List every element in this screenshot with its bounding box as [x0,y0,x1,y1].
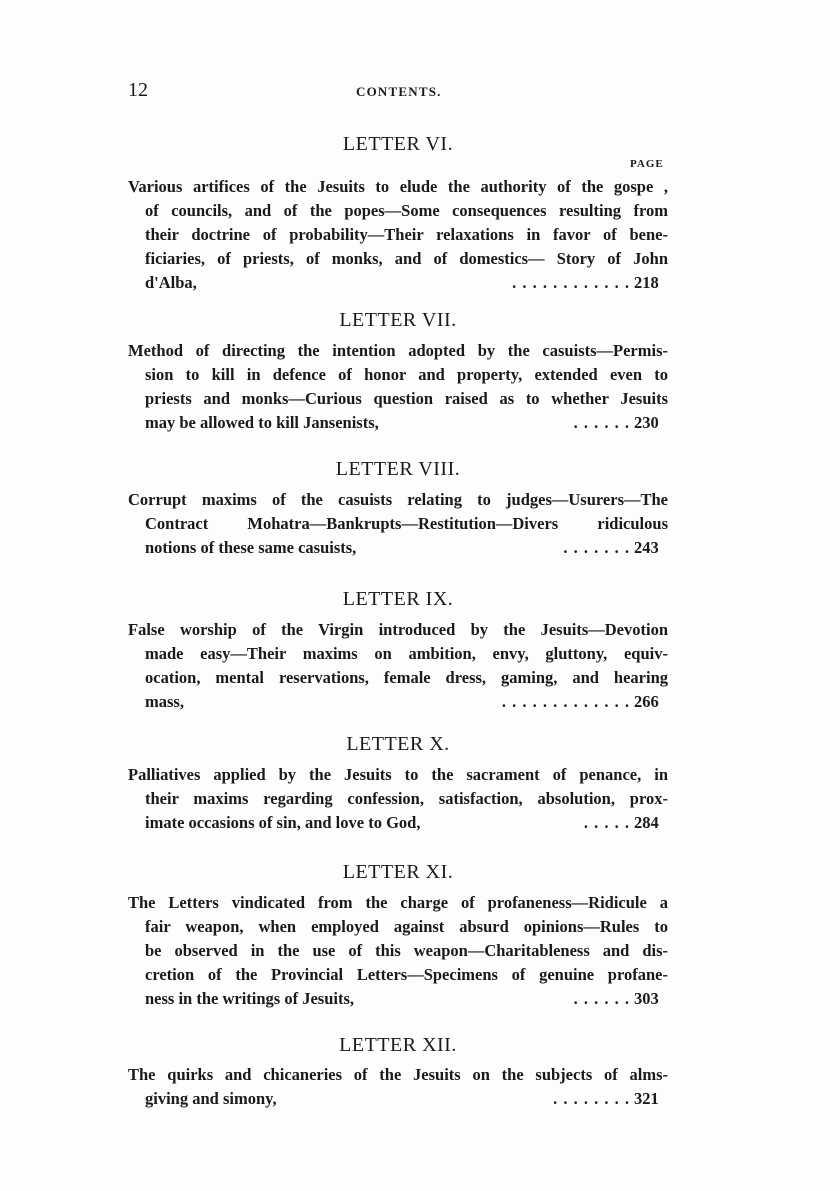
letter-heading: LETTER IX. [342,588,454,610]
entry-line: Various artifices of the Jesuits to elude the authority of the gospe , [128,177,668,196]
entry-page-number: 284 [634,813,659,832]
entry-last-line [128,271,668,295]
entry-last-line [128,811,668,835]
entry-line: The Letters vindicated from the charge of profaneness—Ridicule a [128,893,668,912]
entry-last-text: notions of these same casuists, [145,538,357,557]
entry-page-number: 303 [634,989,659,1008]
entry-line: of councils, and of the popes—Some consequences resulting from [145,201,668,220]
entry-line: Method of directing the intention adopted by the casuists—Permis- [128,341,668,360]
leader-dots: . . . . . . . . . . . . [512,273,630,292]
letter-heading: LETTER VIII. [335,458,461,480]
entry-line: False worship of the Virgin introduced by the Jesuits—Devotion [128,620,668,639]
toc-entry [128,339,668,435]
letter-heading: LETTER VII. [339,309,457,331]
page-number: 12 [128,79,148,101]
entry-line: be observed in the use of this weapon—Charitableness and dis- [145,941,668,960]
entry-line: Contract Mohatra—Bankrupts—Restitution—Divers ridiculous [145,514,668,533]
entry-line: ocation, mental reservations, female dress, gaming, and hearing [145,668,668,687]
leader-dots: . . . . . . . . . . . . . [501,692,630,711]
entry-last-text: imate occasions of sin, and love to God, [145,813,421,832]
entry-last-text: mass, [145,692,184,711]
toc-entry [128,1063,668,1111]
entry-line: their doctrine of probability—Their relaxations in favor of bene- [145,225,668,244]
entry-line: their maxims regarding confession, satisfaction, absolution, prox- [145,789,668,808]
letter-heading: LETTER XI. [342,861,454,883]
entry-page-number: 230 [634,413,659,432]
entry-line: Corrupt maxims of the casuists relating to judges—Usurers—The [128,490,668,509]
entry-page-number: 243 [634,538,659,557]
toc-entry [128,488,668,560]
leader-dots: . . . . . . . [563,538,630,557]
entry-last-text: ness in the writings of Jesuits, [145,989,355,1008]
entry-line: cretion of the Provincial Letters—Specimens of genuine profane- [145,965,668,984]
entry-last-text: d'Alba, [145,273,197,292]
entry-last-line [128,690,668,714]
leader-dots: . . . . . . [573,989,630,1008]
entry-line: Palliatives applied by the Jesuits to the sacrament of penance, in [128,765,668,784]
entry-page-number: 266 [634,692,659,711]
entry-last-line [128,411,668,435]
entry-page-number: 218 [634,273,659,292]
entry-line: made easy—Their maxims on ambition, envy, gluttony, equiv- [145,644,668,663]
entry-line: sion to kill in defence of honor and property, extended even to [145,365,668,384]
entry-page-number: 321 [634,1089,659,1108]
entry-last-line [128,987,668,1011]
leader-dots: . . . . . . [573,413,630,432]
entry-last-text: giving and simony, [145,1089,277,1108]
toc-entry [128,618,668,714]
letter-heading: LETTER XII. [339,1034,457,1056]
page-column-label: PAGE [630,158,664,170]
leader-dots: . . . . . [583,813,630,832]
running-header: CONTENTS. [356,84,442,99]
entry-last-line [128,536,668,560]
entry-line: priests and monks—Curious question raised as to whether Jesuits [145,389,668,408]
entry-line: ficiaries, of priests, of monks, and of domestics— Story of John [145,249,668,268]
toc-entry [128,175,668,295]
entry-last-line [128,1087,668,1111]
entry-line: The quirks and chicaneries of the Jesuits on the subjects of alms- [128,1065,668,1084]
toc-entry [128,763,668,835]
entry-last-text: may be allowed to kill Jansenists, [145,413,379,432]
entry-line: fair weapon, when employed against absurd opinions—Rules to [145,917,668,936]
letter-heading: LETTER X. [346,733,450,755]
letter-heading: LETTER VI. [342,133,454,155]
leader-dots: . . . . . . . . [553,1089,630,1108]
toc-entry [128,891,668,1011]
